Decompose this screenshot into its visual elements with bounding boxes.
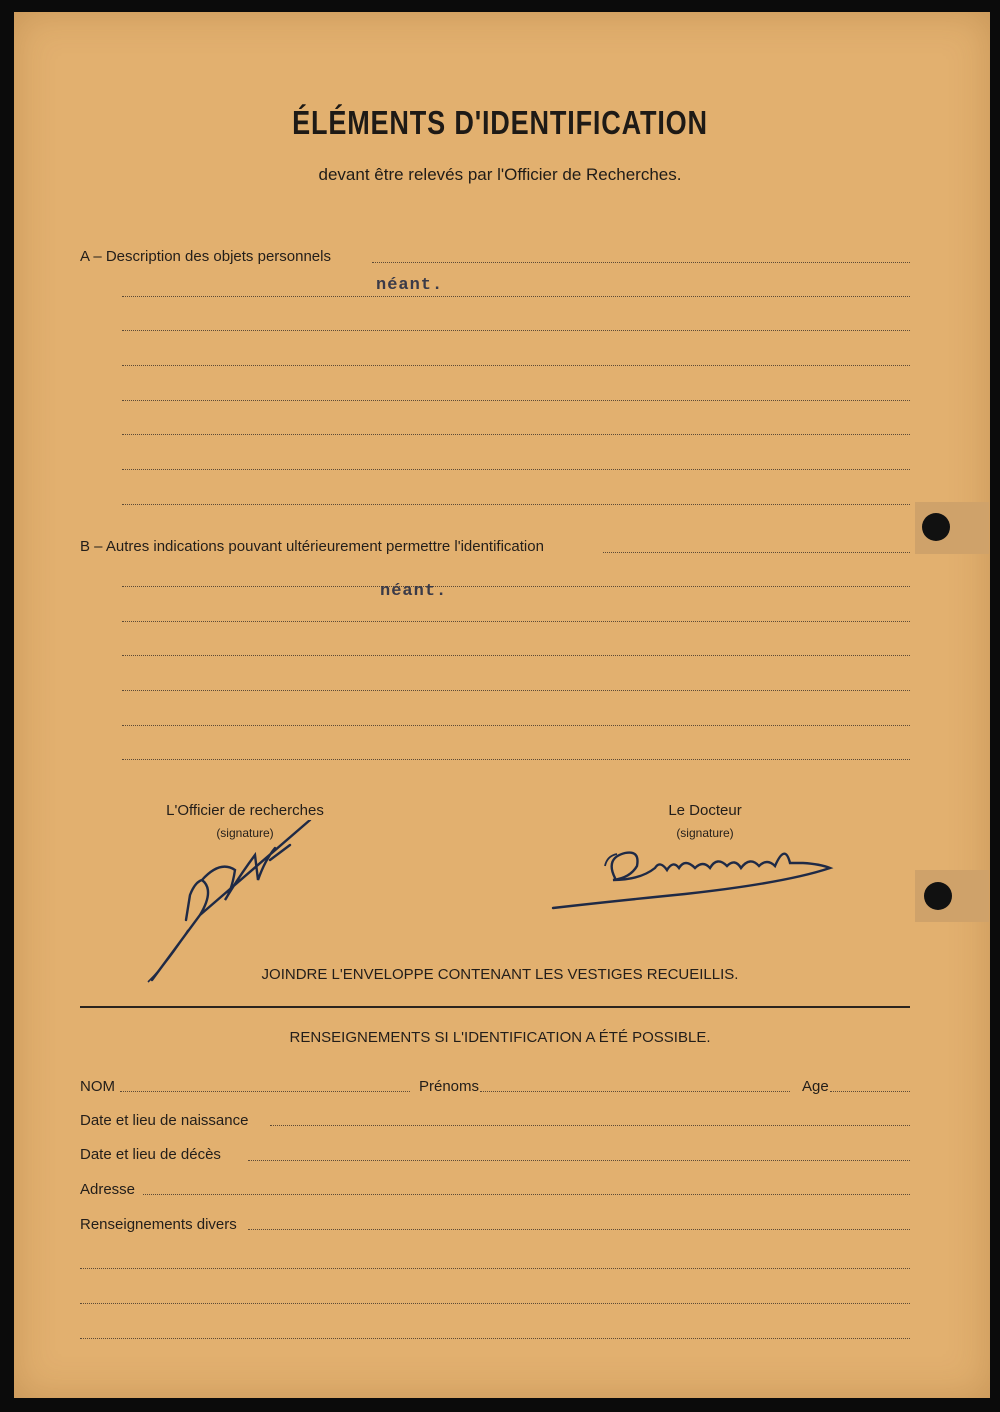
- prenoms-field[interactable]: [480, 1091, 790, 1092]
- form-subtitle: devant être relevés par l'Officier de Recherches.: [318, 165, 682, 184]
- instruction-text: JOINDRE L'ENVELOPPE CONTENANT LES VESTIGES RECUEILLIS.: [261, 966, 739, 983]
- dotted-line: [372, 262, 910, 263]
- form-sheet: [14, 12, 990, 1398]
- age-label: Age: [802, 1078, 829, 1095]
- dotted-line: [603, 552, 910, 553]
- adresse-field[interactable]: [143, 1194, 910, 1195]
- nom-label: NOM: [80, 1078, 115, 1095]
- dotted-line: [80, 1303, 910, 1304]
- section-a-typed-value: néant.: [376, 276, 444, 295]
- punch-hole: [924, 882, 952, 910]
- dotted-line: [122, 655, 910, 656]
- section-a-label: A – Description des objets personnels: [80, 248, 331, 265]
- doctor-signature: [545, 838, 840, 918]
- dotted-line: [122, 365, 910, 366]
- dotted-line: [122, 690, 910, 691]
- identification-heading: RENSEIGNEMENTS SI L'IDENTIFICATION A ÉTÉ POSSIBLE.: [289, 1029, 711, 1046]
- deces-label: Date et lieu de décès: [80, 1146, 221, 1163]
- dotted-line: [122, 400, 910, 401]
- adresse-label: Adresse: [80, 1181, 136, 1198]
- dotted-line: [80, 1338, 910, 1339]
- form-title: ÉLÉMENTS D'IDENTIFICATION: [292, 104, 708, 141]
- punch-hole: [922, 513, 950, 541]
- dotted-line: [80, 1268, 910, 1269]
- officer-signature: [140, 820, 330, 990]
- doctor-signature-note: (signature): [676, 826, 734, 840]
- dotted-line: [122, 621, 910, 622]
- naissance-field[interactable]: [270, 1125, 910, 1126]
- deces-field[interactable]: [248, 1160, 910, 1161]
- divider: [80, 1006, 910, 1008]
- dotted-line: [122, 504, 910, 505]
- dotted-line: [122, 586, 910, 587]
- doctor-signature-title: Le Docteur: [668, 802, 742, 819]
- dotted-line: [122, 725, 910, 726]
- officer-signature-title: L'Officier de recherches: [166, 802, 324, 819]
- naissance-label: Date et lieu de naissance: [80, 1112, 249, 1129]
- dotted-line: [122, 330, 910, 331]
- section-b-label: B – Autres indications pouvant ultérieurement permettre l'identification: [80, 538, 544, 555]
- dotted-line: [122, 759, 910, 760]
- divers-field[interactable]: [248, 1229, 910, 1230]
- dotted-line: [122, 434, 910, 435]
- officer-signature-note: (signature): [216, 826, 274, 840]
- dotted-line: [122, 469, 910, 470]
- prenoms-label: Prénoms: [419, 1078, 480, 1095]
- divers-label: Renseignements divers: [80, 1216, 237, 1233]
- dotted-line: [122, 296, 910, 297]
- section-b-typed-value: néant.: [380, 582, 448, 601]
- nom-field[interactable]: [120, 1091, 410, 1092]
- age-field[interactable]: [830, 1091, 910, 1092]
